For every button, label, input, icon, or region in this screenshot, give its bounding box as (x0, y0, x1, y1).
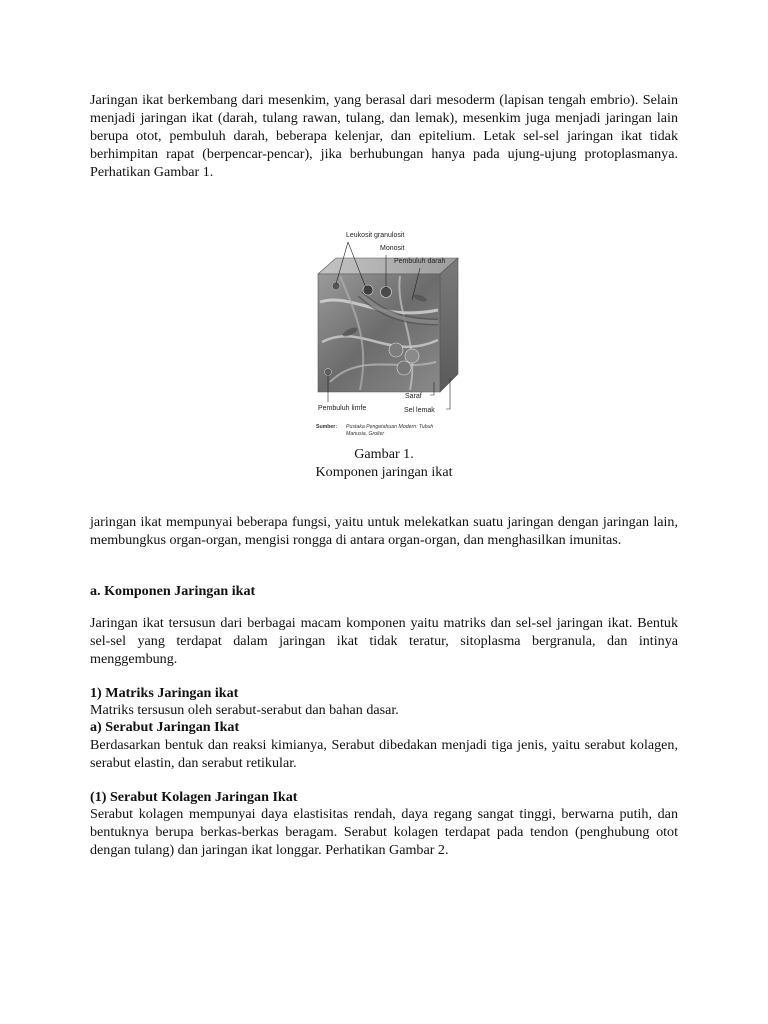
matriks-paragraph: Matriks tersusun oleh serabut-serabut dan bahan dasar. (90, 702, 399, 718)
figure-source-line1: Pustaka Pengetahuan Modern: Tubuh (346, 424, 434, 430)
label-monosit: Monosit (380, 245, 405, 252)
heading-komponen: a. Komponen Jaringan ikat (90, 583, 256, 599)
connective-tissue-illustration (300, 222, 480, 442)
label-pembuluh-darah: Pembuluh darah (394, 258, 446, 265)
figure-source-label: Sumber: (316, 424, 338, 430)
figure-source-line2: Manusia, Grolier (346, 431, 385, 437)
label-sel-lemak: Sel lemak (404, 407, 435, 414)
serabut-paragraph: Berdasarkan bentuk dan reaksi kimianya, Serabut dibedakan menjadi tiga jenis, yaitu serabut kolagen, serabut elastin, dan serabut retikular. (90, 737, 678, 771)
tissue-block (318, 258, 458, 392)
heading-matriks: 1) Matriks Jaringan ikat (90, 685, 239, 701)
figure-caption-text: Komponen jaringan ikat (315, 464, 453, 480)
fungsi-paragraph: jaringan ikat mempunyai beberapa fungsi, yaitu untuk melekatkan suatu jaringan dengan jaringan lain, membungkus organ-organ, mengisi rongga di antara organ-organ, dan menghasilkan imunitas. (90, 514, 678, 548)
figure-caption-title: Gambar 1. (354, 446, 414, 462)
heading-kolagen: (1) Serabut Kolagen Jaringan Ikat (90, 789, 298, 805)
label-saraf: Saraf (405, 393, 422, 400)
figure-connective-tissue (300, 222, 480, 442)
intro-paragraph: Jaringan ikat berkembang dari mesenkim, yang berasal dari mesoderm (lapisan tengah embrio). Selain menjadi jaringan ikat (darah, tulang rawan, tulang, dan lemak), mesenkim juga menjadi jaringan lain berupa otot, pembuluh darah, beberapa kelenjar, dan epitelium. Letak sel-sel jaringan ikat tidak berhimpitan rapat (berpencar-pencar), jika berhubungan hanya pada ujung-ujung protoplasmanya. Perhatikan Gambar 1. (90, 92, 678, 180)
kolagen-paragraph: Serabut kolagen mempunyai daya elastisitas rendah, daya regang sangat tinggi, berwarna putih, dan bentuknya berupa berkas-berkas beragam. Serabut kolagen terdapat pada tendon (penghubung otot dengan tulang) dan jaringan ikat longgar. Perhatikan Gambar 2. (90, 806, 678, 858)
heading-serabut: a) Serabut Jaringan Ikat (90, 719, 240, 735)
komponen-paragraph: Jaringan ikat tersusun dari berbagai macam komponen yaitu matriks dan sel-sel jaringan ikat. Bentuk sel-sel yang terdapat dalam jaringan ikat tidak teratur, sitoplasma bergranula, dan intinya menggembung. (90, 615, 678, 667)
label-pembuluh-limfe: Pembuluh limfe (318, 405, 367, 412)
label-leukosit-granulosit: Leukosit granulosit (346, 232, 405, 239)
